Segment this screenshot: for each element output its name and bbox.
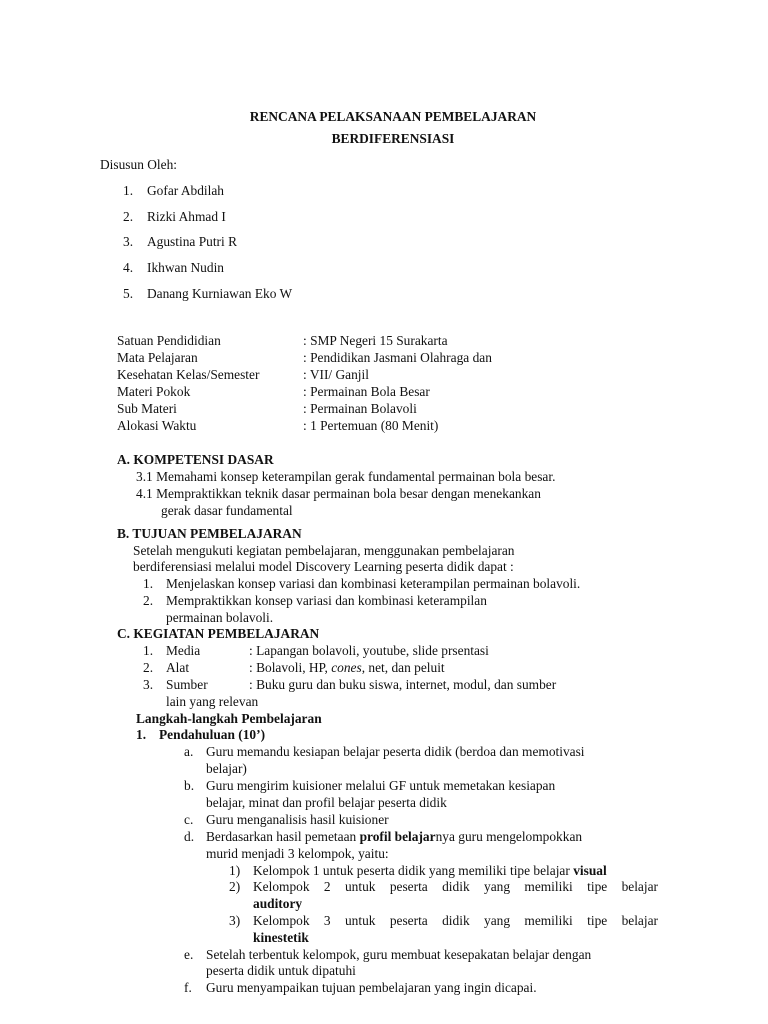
author-name: Agustina Putri R — [147, 234, 238, 249]
step-letter: e. — [184, 947, 194, 962]
identity-value: : 1 Pertemuan (80 Menit) — [303, 418, 439, 433]
resource-value-continuation: lain yang relevan — [166, 694, 259, 709]
step-text: Guru menyampaikan tujuan pembelajaran yang ingin dicapai. — [206, 980, 537, 995]
step-text-continuation: murid menjadi 3 kelompok, yaitu: — [206, 846, 389, 861]
kd-item-continuation: gerak dasar fundamental — [161, 503, 293, 518]
step-text-continuation: peserta didik untuk dipatuhi — [206, 963, 356, 978]
section-heading-kd: A. KOMPETENSI DASAR — [117, 452, 274, 467]
step-text: Guru mengirim kuisioner melalui GF untuk memetakan kesiapan — [206, 778, 556, 793]
author-num: 2. — [123, 209, 134, 224]
step-text-continuation: belajar) — [206, 761, 247, 776]
identity-label: Satuan Pendididian — [117, 333, 221, 348]
resource-value: : Bolavoli, HP, cones, net, dan peluit — [249, 660, 445, 675]
kd-item: 3.1 Memahami konsep keterampilan gerak fundamental permainan bola besar. — [136, 469, 556, 484]
step-text: Guru memandu kesiapan belajar peserta didik (berdoa dan memotivasi — [206, 744, 585, 759]
tujuan-item-num: 1. — [143, 576, 154, 591]
resource-label: Media — [166, 643, 201, 658]
step-letter: a. — [184, 744, 194, 759]
kd-item: 4.1 Mempraktikkan teknik dasar permainan bola besar dengan menekankan — [136, 486, 541, 501]
identity-value: : Permainan Bola Besar — [303, 384, 430, 399]
step-letter: d. — [184, 829, 195, 844]
doc-title-line2: BERDIFERENSIASI — [331, 131, 455, 146]
group-type: kinestetik — [253, 930, 309, 945]
tujuan-intro: berdiferensiasi melalui model Discovery Learning peserta didik dapat : — [133, 559, 514, 574]
step-text: Guru menganalisis hasil kuisioner — [206, 812, 389, 827]
langkah-heading: Langkah-langkah Pembelajaran — [136, 711, 322, 726]
doc-title-line1: RENCANA PELAKSANAAN PEMBELAJARAN — [249, 109, 537, 124]
author-name: Ikhwan Nudin — [147, 260, 224, 275]
resource-num: 3. — [143, 677, 154, 692]
tujuan-item-num: 2. — [143, 593, 154, 608]
resource-label: Alat — [166, 660, 190, 675]
group-num: 3) — [229, 913, 241, 928]
identity-value: : VII/ Ganjil — [303, 367, 369, 382]
identity-label: Sub Materi — [117, 401, 177, 416]
author-name: Danang Kurniawan Eko W — [147, 286, 293, 301]
group-num: 1) — [229, 863, 241, 878]
identity-value: : Permainan Bolavoli — [303, 401, 417, 416]
tujuan-item: Mempraktikkan konsep variasi dan kombinasi keterampilan — [166, 593, 487, 608]
author-name: Gofar Abdilah — [147, 183, 224, 198]
resource-label: Sumber — [166, 677, 208, 692]
section-heading-kegiatan: C. KEGIATAN PEMBELAJARAN — [117, 626, 320, 641]
identity-label: Alokasi Waktu — [117, 418, 197, 433]
group-text: Kelompok 1 untuk peserta didik yang memiliki tipe belajar visual — [253, 863, 607, 878]
group-type: auditory — [253, 896, 303, 911]
pendahuluan-num: 1. — [136, 727, 147, 742]
step-text-continuation: belajar, minat dan profil belajar peserta didik — [206, 795, 447, 810]
authors-label: Disusun Oleh: — [100, 157, 177, 172]
author-num: 5. — [123, 286, 134, 301]
resource-value: : Buku guru dan buku siswa, internet, modul, dan sumber — [249, 677, 557, 692]
section-heading-tujuan: B. TUJUAN PEMBELAJARAN — [117, 526, 302, 541]
identity-value: : Pendidikan Jasmani Olahraga dan — [303, 350, 492, 365]
identity-label: Mata Pelajaran — [117, 350, 198, 365]
author-name: Rizki Ahmad I — [147, 209, 226, 224]
group-text: Kelompok 2 untuk peserta didik yang memiliki tipe belajar — [253, 879, 658, 894]
identity-value: : SMP Negeri 15 Surakarta — [303, 333, 448, 348]
step-letter: c. — [184, 812, 194, 827]
group-text: Kelompok 3 untuk peserta didik yang memiliki tipe belajar — [253, 913, 658, 928]
step-letter: b. — [184, 778, 195, 793]
tujuan-intro: Setelah mengukuti kegiatan pembelajaran, menggunakan pembelajaran — [133, 543, 515, 558]
group-num: 2) — [229, 879, 241, 894]
step-letter: f. — [184, 980, 192, 995]
tujuan-item-continuation: permainan bolavoli. — [166, 610, 274, 625]
author-num: 1. — [123, 183, 134, 198]
identity-label: Kesehatan Kelas/Semester — [117, 367, 260, 382]
pendahuluan-heading: Pendahuluan (10’) — [159, 727, 266, 742]
step-text: Berdasarkan hasil pemetaan profil belajarnya guru mengelompokkan — [206, 829, 583, 844]
resource-num: 2. — [143, 660, 154, 675]
resource-value: : Lapangan bolavoli, youtube, slide prsentasi — [249, 643, 489, 658]
resource-num: 1. — [143, 643, 154, 658]
author-num: 4. — [123, 260, 134, 275]
author-num: 3. — [123, 234, 134, 249]
tujuan-item: Menjelaskan konsep variasi dan kombinasi keterampilan permainan bolavoli. — [166, 576, 581, 591]
identity-label: Materi Pokok — [117, 384, 191, 399]
step-text: Setelah terbentuk kelompok, guru membuat kesepakatan belajar dengan — [206, 947, 592, 962]
